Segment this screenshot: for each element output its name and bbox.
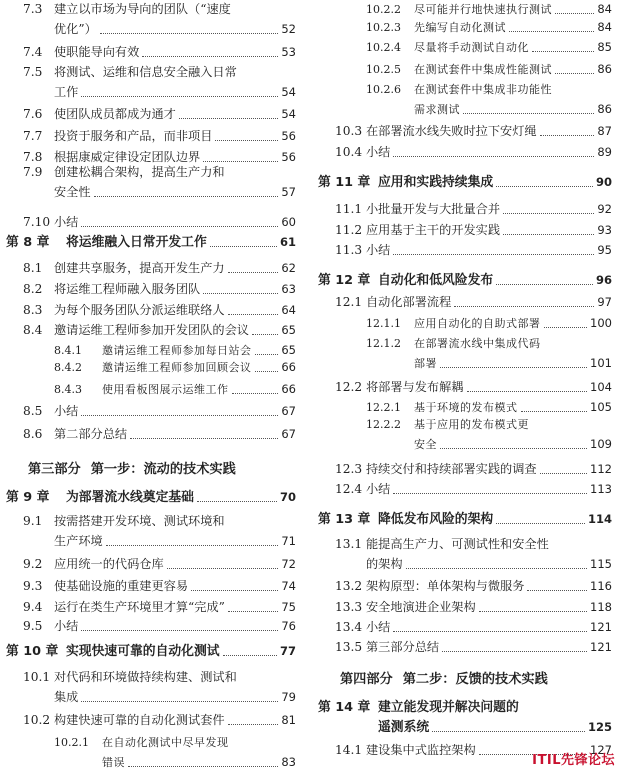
- page-number: 72: [281, 557, 296, 571]
- page-number: 127: [590, 743, 612, 757]
- entry-number: 10.2.3: [366, 21, 401, 34]
- entry-title-continued: 的架构: [366, 557, 403, 571]
- entry-number: 第 11 章: [318, 175, 371, 190]
- dot-leader: [503, 234, 594, 235]
- entry-title: 使团队成员都成为通才: [54, 107, 176, 121]
- entry-title: 应用自动化的自助式部署: [414, 317, 541, 330]
- dot-leader: [106, 545, 279, 546]
- dot-leader: [252, 334, 278, 335]
- entry-title: 小结: [366, 482, 391, 496]
- page-number: 86: [597, 102, 612, 116]
- entry-title: 对代码和环境做持续构建、测试和: [54, 670, 237, 684]
- entry-title: 应用统一的代码仓库: [54, 557, 164, 571]
- page-number: 118: [590, 600, 612, 614]
- page-number: 65: [281, 323, 296, 337]
- dot-leader: [142, 56, 278, 57]
- dot-leader: [479, 611, 587, 612]
- page-number: 85: [597, 40, 612, 54]
- entry-number: 10.2.2: [366, 3, 401, 16]
- entry-title: 架构原型：单体架构与微服务: [366, 579, 525, 593]
- dot-leader: [81, 96, 278, 97]
- entry-title: 构建快速可靠的自动化测试套件: [54, 713, 225, 727]
- part-title: 第一步：流动的技术实践: [90, 462, 236, 477]
- entry-number: 第 10 章: [6, 644, 59, 659]
- entry-title: 邀请运维工程师参加每日站会: [102, 344, 252, 357]
- section-entry[interactable]: [318, 122, 612, 142]
- page-number: 96: [595, 273, 612, 287]
- entry-title-continued: 优化”）: [54, 22, 97, 36]
- dot-leader: [532, 51, 594, 52]
- entry-title-continued: 工作: [54, 85, 79, 99]
- entry-title: 在测试套件中集成性能测试: [414, 63, 552, 76]
- page-number: 66: [281, 382, 296, 396]
- page-number: 65: [281, 343, 296, 357]
- entry-number: 8.1: [23, 261, 43, 275]
- dot-leader: [203, 161, 278, 162]
- dot-leader: [521, 411, 588, 412]
- section-entry[interactable]: [6, 301, 296, 321]
- page-number: 67: [281, 404, 296, 418]
- dot-leader: [228, 314, 279, 315]
- entry-title: 为部署流水线奠定基础: [66, 490, 194, 505]
- page-number: 97: [597, 295, 612, 309]
- entry-number: 第 13 章: [318, 512, 371, 527]
- dot-leader: [544, 327, 588, 328]
- entry-title: 应用和实践持续集成: [378, 175, 494, 190]
- page-number: 54: [281, 85, 296, 99]
- entry-title: 自动化部署流程: [366, 295, 452, 309]
- entry-title: 小结: [366, 620, 391, 634]
- page-number: 60: [281, 215, 296, 229]
- entry-number: 7.9: [23, 165, 43, 179]
- page-number: 83: [281, 755, 296, 769]
- entry-title: 第二部分总结: [54, 427, 128, 441]
- section-entry[interactable]: [318, 598, 612, 618]
- section-entry[interactable]: [6, 577, 296, 597]
- page-number: 75: [281, 600, 296, 614]
- page-number: 77: [279, 644, 296, 658]
- dot-leader: [496, 284, 593, 285]
- entry-title-continued: 安全: [414, 438, 437, 451]
- section-entry[interactable]: [6, 127, 296, 147]
- entry-title: 第三部分总结: [366, 640, 440, 654]
- dot-leader: [527, 590, 587, 591]
- entry-title: 应用基于主干的开发实践: [366, 223, 501, 237]
- subsubsection-entry[interactable]: [318, 60, 612, 80]
- entry-number: 10.2: [23, 713, 51, 727]
- entry-number: 12.2.2: [366, 418, 401, 431]
- dot-leader: [496, 186, 593, 187]
- page-number: 86: [597, 62, 612, 76]
- page-number: 109: [590, 437, 612, 451]
- entry-number: 7.4: [23, 45, 43, 59]
- dot-leader: [228, 611, 278, 612]
- entry-number: 13.3: [335, 600, 363, 614]
- subsubsection-entry[interactable]: [318, 38, 612, 58]
- entry-number: 7.8: [23, 150, 43, 164]
- entry-number: 12.2.1: [366, 401, 401, 414]
- chapter-entry[interactable]: [6, 642, 296, 662]
- page-number: 121: [590, 640, 612, 654]
- entry-number: 7.3: [23, 2, 43, 16]
- page-number: 105: [590, 400, 612, 414]
- entry-title: 在部署流水线中集成代码: [414, 337, 541, 350]
- entry-number: 11.2: [335, 223, 363, 237]
- entry-title: 先编写自动化测试: [414, 21, 506, 34]
- entry-title: 降低发布风险的架构: [378, 512, 494, 527]
- entry-title: 基于应用的发布模式更: [414, 418, 529, 431]
- entry-title: 运行在类生产环境里才算“完成”: [54, 600, 225, 614]
- dot-leader: [555, 73, 594, 74]
- dot-leader: [130, 438, 278, 439]
- dot-leader: [81, 630, 278, 631]
- dot-leader: [128, 766, 278, 767]
- entry-number: 7.6: [23, 107, 43, 121]
- section-entry[interactable]: [6, 213, 296, 233]
- entry-number: 13.4: [335, 620, 363, 634]
- entry-title-continued: 生产环境: [54, 534, 103, 548]
- watermark: ITIL先锋论坛: [532, 753, 615, 768]
- page-number: 67: [281, 427, 296, 441]
- page-number: 125: [587, 720, 612, 734]
- entry-title: 将测试、运维和信息安全融入日常: [54, 65, 237, 79]
- page-number: 89: [597, 145, 612, 159]
- entry-title: 实现快速可靠的自动化测试: [66, 644, 220, 659]
- entry-title-continued: 安全性: [54, 185, 91, 199]
- chapter-entry[interactable]: [318, 271, 612, 291]
- chapter-entry[interactable]: [6, 233, 296, 253]
- entry-number: 第 14 章: [318, 700, 371, 715]
- page-number: 100: [590, 316, 612, 330]
- chapter-entry[interactable]: [318, 510, 612, 530]
- section-entry[interactable]: [6, 0, 296, 40]
- dot-leader: [210, 246, 277, 247]
- entry-number: 7.10: [23, 215, 51, 229]
- page-number: 63: [281, 282, 296, 296]
- entry-title: 小结: [54, 619, 79, 633]
- subsubsection-entry[interactable]: [318, 80, 612, 120]
- chapter-entry[interactable]: [318, 173, 612, 193]
- subsubsection-entry[interactable]: [6, 358, 296, 378]
- part-heading: [28, 458, 236, 477]
- entry-number: 10.2.4: [366, 41, 401, 54]
- entry-number: 8.6: [23, 427, 43, 441]
- section-entry[interactable]: [318, 221, 612, 241]
- page-number: 92: [597, 202, 612, 216]
- dot-leader: [432, 731, 585, 732]
- section-entry[interactable]: [6, 617, 296, 637]
- entry-number: 8.4.2: [54, 361, 82, 374]
- section-entry[interactable]: [318, 535, 612, 575]
- dot-leader: [440, 448, 587, 449]
- subsubsection-entry[interactable]: [6, 380, 296, 400]
- dot-leader: [503, 213, 594, 214]
- dot-leader: [496, 523, 585, 524]
- page-number: 95: [597, 243, 612, 257]
- section-entry[interactable]: [6, 711, 296, 731]
- dot-leader: [191, 590, 278, 591]
- entry-title-continued: 集成: [54, 690, 79, 704]
- dot-leader: [228, 272, 279, 273]
- dot-leader: [223, 655, 277, 656]
- chapter-entry[interactable]: [6, 488, 296, 508]
- dot-leader: [81, 226, 278, 227]
- entry-number: 12.2: [335, 380, 363, 394]
- dot-leader: [540, 135, 595, 136]
- section-entry[interactable]: [318, 293, 612, 313]
- entry-number: 9.4: [23, 600, 43, 614]
- part-number: 第四部分: [340, 672, 393, 687]
- entry-title: 尽可能并行地快速执行测试: [414, 3, 552, 16]
- section-entry[interactable]: [6, 43, 296, 63]
- entry-title: 将运维工程师融入服务团队: [54, 282, 201, 296]
- entry-title: 建立以市场为导向的团队（“速度: [54, 2, 231, 16]
- entry-title: 小结: [54, 404, 79, 418]
- section-entry[interactable]: [6, 105, 296, 125]
- entry-number: 11.3: [335, 243, 363, 257]
- entry-title: 小结: [54, 215, 79, 229]
- part-heading: [340, 668, 548, 687]
- dot-leader: [393, 156, 594, 157]
- dot-leader: [203, 293, 278, 294]
- entry-title: 尽量将手动测试自动化: [414, 41, 529, 54]
- entry-title: 在测试套件中集成非功能性: [414, 83, 552, 96]
- entry-title: 创建松耦合架构，提高生产力和: [54, 165, 225, 179]
- entry-number: 12.1.1: [366, 317, 401, 330]
- part-title: 第二步：反馈的技术实践: [402, 672, 548, 687]
- entry-number: 第 12 章: [318, 273, 371, 288]
- dot-leader: [442, 651, 587, 652]
- section-entry[interactable]: [6, 63, 296, 103]
- dot-leader: [215, 140, 278, 141]
- section-entry[interactable]: [6, 598, 296, 618]
- entry-title: 能提高生产力、可测试性和安全性: [366, 537, 549, 551]
- entry-title: 按需搭建开发环境、测试环境和: [54, 514, 225, 528]
- entry-title: 小结: [366, 243, 391, 257]
- entry-title: 在自动化测试中尽早发现: [102, 736, 229, 749]
- page-number: 90: [595, 175, 612, 189]
- entry-title-continued: 错误: [102, 756, 125, 769]
- entry-number: 10.4: [335, 145, 363, 159]
- page-number: 81: [281, 713, 296, 727]
- dot-leader: [179, 118, 278, 119]
- entry-title: 将部署与发布解耦: [366, 380, 464, 394]
- entry-title: 使职能导向有效: [54, 45, 140, 59]
- page-number: 74: [281, 579, 296, 593]
- dot-leader: [454, 306, 594, 307]
- dot-leader: [393, 631, 587, 632]
- page-number: 66: [281, 360, 296, 374]
- chapter-entry[interactable]: [318, 698, 612, 738]
- entry-number: 12.3: [335, 462, 363, 476]
- dot-leader: [81, 701, 278, 702]
- section-entry[interactable]: [318, 241, 612, 261]
- section-entry[interactable]: [318, 378, 612, 398]
- page-number: 70: [279, 490, 296, 504]
- entry-number: 7.5: [23, 65, 43, 79]
- entry-title: 为每个服务团队分派运维联络人: [54, 303, 225, 317]
- entry-title: 建设集中式监控架构: [366, 743, 476, 757]
- page-number: 114: [587, 512, 612, 526]
- entry-number: 13.1: [335, 537, 363, 551]
- page-number: 121: [590, 620, 612, 634]
- entry-number: 第 9 章: [6, 490, 50, 505]
- page-number: 57: [281, 185, 296, 199]
- section-entry[interactable]: [6, 512, 296, 552]
- entry-title: 投资于服务和产品，而非项目: [54, 129, 213, 143]
- dot-leader: [393, 493, 587, 494]
- dot-leader: [463, 113, 594, 114]
- entry-title: 邀请运维工程师参加开发团队的会议: [54, 323, 249, 337]
- entry-title-continued: 遥测系统: [378, 720, 430, 735]
- page-number: 112: [590, 462, 612, 476]
- page-number: 53: [281, 45, 296, 59]
- page-number: 71: [281, 534, 296, 548]
- entry-number: 10.3: [335, 124, 363, 138]
- page-number: 64: [281, 303, 296, 317]
- subsubsection-entry[interactable]: [318, 415, 612, 455]
- section-entry[interactable]: [318, 618, 612, 638]
- entry-title: 持续交付和持续部署实践的调查: [366, 462, 537, 476]
- section-entry[interactable]: [318, 460, 612, 480]
- section-entry[interactable]: [6, 321, 296, 341]
- entry-number: 10.2.5: [366, 63, 401, 76]
- page-number: 84: [597, 20, 612, 34]
- section-entry[interactable]: [6, 259, 296, 279]
- dot-leader: [232, 393, 279, 394]
- entry-number: 10.2.6: [366, 83, 401, 96]
- entry-number: 9.1: [23, 514, 43, 528]
- subsubsection-entry[interactable]: [6, 733, 296, 773]
- entry-number: 12.1.2: [366, 337, 401, 350]
- section-entry[interactable]: [6, 402, 296, 422]
- part-number: 第三部分: [28, 462, 81, 477]
- entry-number: 7.7: [23, 129, 43, 143]
- page-number: 115: [590, 557, 612, 571]
- dot-leader: [255, 371, 279, 372]
- dot-leader: [540, 473, 587, 474]
- section-entry[interactable]: [6, 163, 296, 203]
- section-entry[interactable]: [6, 425, 296, 445]
- dot-leader: [440, 367, 587, 368]
- section-entry[interactable]: [318, 577, 612, 597]
- section-entry[interactable]: [6, 555, 296, 575]
- entry-title: 创建共享服务，提高开发生产力: [54, 261, 225, 275]
- entry-number: 9.3: [23, 579, 43, 593]
- entry-number: 9.2: [23, 557, 43, 571]
- dot-leader: [393, 254, 594, 255]
- page-number: 84: [597, 2, 612, 16]
- entry-title: 邀请运维工程师参加回顾会议: [102, 361, 252, 374]
- dot-leader: [406, 568, 587, 569]
- page-number: 104: [590, 380, 612, 394]
- page-number: 93: [597, 223, 612, 237]
- page-number: 76: [281, 619, 296, 633]
- entry-number: 9.5: [23, 619, 43, 633]
- entry-number: 8.4: [23, 323, 43, 337]
- entry-title: 将运维融入日常开发工作: [66, 235, 207, 250]
- entry-number: 14.1: [335, 743, 363, 757]
- section-entry[interactable]: [318, 638, 612, 658]
- entry-number: 8.3: [23, 303, 43, 317]
- entry-number: 12.1: [335, 295, 363, 309]
- section-entry[interactable]: [6, 280, 296, 300]
- page-number: 54: [281, 107, 296, 121]
- entry-number: 10.2.1: [54, 736, 89, 749]
- entry-title: 自动化和低风险发布: [378, 273, 494, 288]
- page-number: 56: [281, 129, 296, 143]
- subsubsection-entry[interactable]: [318, 18, 612, 38]
- dot-leader: [197, 501, 277, 502]
- entry-number: 13.5: [335, 640, 363, 654]
- entry-title-continued: 需求测试: [414, 103, 460, 116]
- entry-title: 使用看板图展示运维工作: [102, 383, 229, 396]
- subsubsection-entry[interactable]: [318, 0, 612, 20]
- entry-title: 根据康威定律设定团队边界: [54, 150, 201, 164]
- entry-title: 使基础设施的重建更容易: [54, 579, 189, 593]
- entry-number: 10.1: [23, 670, 51, 684]
- section-entry[interactable]: [6, 668, 296, 708]
- page-number: 62: [281, 261, 296, 275]
- dot-leader: [94, 196, 279, 197]
- dot-leader: [467, 391, 588, 392]
- dot-leader: [100, 33, 279, 34]
- dot-leader: [81, 415, 278, 416]
- entry-title: 安全地演进企业架构: [366, 600, 476, 614]
- page-number: 101: [590, 356, 612, 370]
- entry-number: 第 8 章: [6, 235, 50, 250]
- page-number: 113: [590, 482, 612, 496]
- entry-number: 8.4.3: [54, 383, 82, 396]
- dot-leader: [509, 31, 594, 32]
- entry-number: 12.4: [335, 482, 363, 496]
- entry-title: 小批量开发与大批量合并: [366, 202, 501, 216]
- subsubsection-entry[interactable]: [318, 314, 612, 334]
- subsubsection-entry[interactable]: [318, 334, 612, 374]
- entry-title: 基于环境的发布模式: [414, 401, 518, 414]
- entry-number: 8.4.1: [54, 344, 82, 357]
- entry-number: 8.2: [23, 282, 43, 296]
- entry-number: 8.5: [23, 404, 43, 418]
- entry-number: 11.1: [335, 202, 363, 216]
- page-number: 56: [281, 150, 296, 164]
- dot-leader: [228, 724, 279, 725]
- dot-leader: [167, 568, 279, 569]
- page-number: 61: [279, 235, 296, 249]
- page-number: 52: [281, 22, 296, 36]
- entry-title-continued: 部署: [414, 357, 437, 370]
- dot-leader: [255, 354, 279, 355]
- entry-title: 建立能发现并解决问题的: [378, 700, 519, 715]
- entry-number: 13.2: [335, 579, 363, 593]
- dot-leader: [555, 13, 594, 14]
- page-number: 87: [597, 124, 612, 138]
- section-entry[interactable]: [318, 143, 612, 163]
- page-number: 79: [281, 690, 296, 704]
- entry-title: 在部署流水线失败时拉下安灯绳: [366, 124, 537, 138]
- section-entry[interactable]: [318, 200, 612, 220]
- page-number: 116: [590, 579, 612, 593]
- entry-title: 小结: [366, 145, 391, 159]
- section-entry[interactable]: [318, 480, 612, 500]
